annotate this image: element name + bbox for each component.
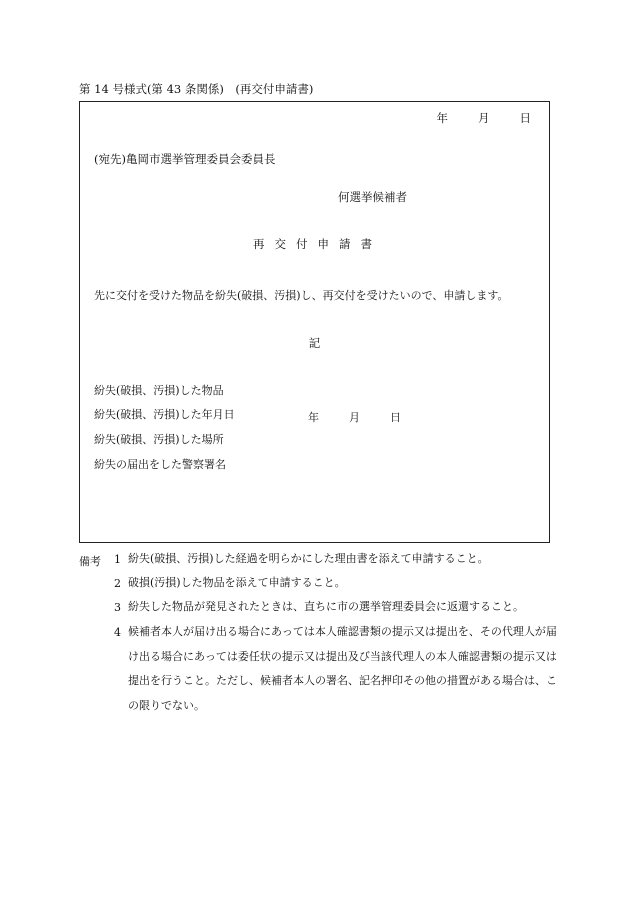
- application-statement: 先に交付を受けた物品を紛失(破損、汚損)し、再交付を受けたいので、申請します。: [94, 289, 509, 302]
- remark-number: 1: [114, 553, 121, 566]
- form-number-title: 第 14 号様式(第 43 条関係) (再交付申請書): [79, 82, 314, 96]
- item-lost-date: 紛失(破損、汚損)した年月日: [94, 408, 235, 421]
- item-lost-article: 紛失(破損、汚損)した物品: [94, 384, 224, 397]
- item-date-blanks: [308, 409, 401, 425]
- remark-number: 3: [114, 601, 121, 614]
- remark-number: 2: [114, 577, 121, 590]
- item-date-day: 日: [390, 411, 401, 424]
- remark-text: 紛失(破損、汚損)した経過を明らかにした理由書を添えて申請すること。: [128, 552, 489, 565]
- date-day: 日: [519, 111, 531, 125]
- ki-heading: 記: [308, 336, 321, 350]
- addressee: (宛先)亀岡市選挙管理委員会委員長: [94, 152, 276, 166]
- remark-text: 候補者本人が届け出る場合にあっては本人確認書類の提示又は提出を、その代理人が届け出る場合にあっては委任状の提示又は提出及び当該代理人の本人確認書類の提示又は提出を行うこと。ただし、候補者本人の署名、記名押印その他の措置がある場合は、この限りでない。: [128, 625, 557, 712]
- remark-text: 紛失した物品が発見されたときは、直ちに市の選挙管理委員会に返還すること。: [128, 600, 524, 613]
- date-year: 年: [436, 111, 448, 125]
- application-form-frame: [79, 101, 550, 543]
- date-month: 月: [478, 111, 490, 125]
- item-lost-place: 紛失(破損、汚損)した場所: [94, 433, 224, 446]
- document-title: 再交付申請書: [253, 237, 382, 251]
- item-date-year: 年: [308, 411, 319, 424]
- candidate-label: 何選挙候補者: [338, 190, 407, 204]
- remarks-label: 備考: [79, 555, 101, 568]
- item-police-station: 紛失の届出をした警察署名: [94, 458, 226, 471]
- remark-text: 破損(汚損)した物品を添えて申請すること。: [128, 576, 346, 589]
- remark-number: 4: [114, 626, 121, 639]
- date-line: [437, 113, 532, 125]
- item-date-month: 月: [349, 411, 360, 424]
